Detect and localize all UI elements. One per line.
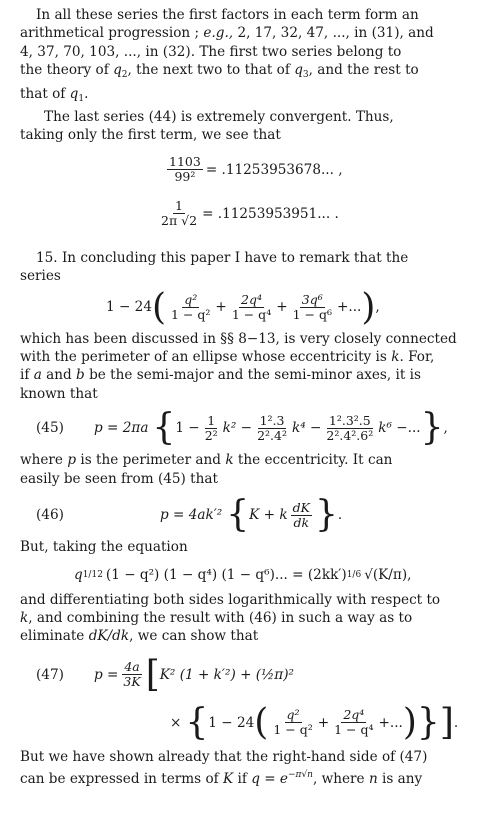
numerator: 1 <box>175 198 183 214</box>
fraction <box>169 293 212 322</box>
superscript: 1/6 <box>346 570 362 581</box>
math-text: q = e <box>251 771 288 788</box>
denominator: 2².4² <box>257 427 287 443</box>
math-var: q <box>113 62 122 79</box>
text-span: the theory of <box>20 62 109 79</box>
equation-rhs: = .11253953678... , <box>205 161 343 178</box>
fraction <box>159 199 199 228</box>
math-text: +... <box>336 299 362 316</box>
punctuation: , <box>443 420 448 437</box>
text-span: that of <box>20 85 66 102</box>
fraction <box>255 414 289 443</box>
equation-2pi-root2 <box>156 195 482 233</box>
plus-sign: + <box>215 299 227 316</box>
equation-eta <box>74 561 482 591</box>
subscript: 3 <box>302 70 309 81</box>
fraction <box>121 660 142 689</box>
math-var: k <box>225 452 234 469</box>
math-var: k <box>20 609 29 626</box>
plus-sign: + <box>276 299 288 316</box>
right-bracket: ] <box>439 701 454 743</box>
equation-46 <box>14 492 482 538</box>
denominator: 1 − q⁴ <box>334 722 374 738</box>
text-span: can be expressed in terms of <box>20 771 219 788</box>
text-span: is the perimeter and <box>80 452 221 469</box>
text-line: But, taking the equation <box>20 539 188 556</box>
math-var: n <box>368 771 378 788</box>
text-line <box>20 24 482 42</box>
fraction <box>271 708 314 737</box>
paragraph-3 <box>20 249 482 286</box>
punctuation: . <box>453 714 459 731</box>
text-line <box>20 766 482 788</box>
left-bracket: [ <box>145 653 160 695</box>
equation-1103 <box>164 151 482 189</box>
fraction <box>203 414 220 443</box>
math-var: q <box>69 85 79 102</box>
numerator: 1².3 <box>259 412 285 428</box>
paragraph-8 <box>20 748 482 789</box>
numerator: 2q⁴ <box>343 707 365 723</box>
text-line <box>20 348 482 366</box>
math-text: × <box>170 714 182 731</box>
text-line: and differentiating both sides logarithmically with respect to <box>20 591 441 608</box>
right-brace: } <box>314 494 338 536</box>
text-line <box>20 85 482 108</box>
math-var: p <box>67 452 77 469</box>
math-text: k⁴ − <box>291 420 322 437</box>
math-text: +... <box>378 714 403 731</box>
math-var: k <box>391 349 400 366</box>
math-text: K² (1 + k′²) + (½π)² <box>159 666 294 683</box>
text-line: taking only the first term, we see that <box>20 127 281 144</box>
text-span: . <box>84 85 89 102</box>
numerator: 2q⁴ <box>241 292 262 308</box>
math-text: (1 − q²) (1 − q⁴) (1 − q⁶)... = (2kk′) <box>105 567 347 584</box>
left-brace: { <box>226 494 250 536</box>
equation-47-line-2 <box>170 700 482 746</box>
fraction <box>324 414 375 443</box>
math-text: p = <box>94 666 119 683</box>
right-paren: ) <box>361 286 376 328</box>
equation-45 <box>14 405 482 451</box>
fraction <box>332 708 375 737</box>
denominator: 1 − q⁴ <box>231 307 272 323</box>
text-span: be the semi-major and the semi-minor axes, it is <box>89 367 421 384</box>
math-text: 1 − <box>175 420 200 437</box>
paragraph-7 <box>20 591 482 646</box>
math-text: K + k <box>249 506 288 523</box>
math-var: b <box>76 367 85 384</box>
text-span: arithmetical progression ; <box>20 25 200 42</box>
numerator: 1².3².5 <box>328 412 371 428</box>
math-text: 1 − 24 <box>106 299 152 316</box>
text-line: easily be seen from (45) that <box>20 470 218 487</box>
left-paren: ( <box>254 701 269 743</box>
text-span: , we can show that <box>129 628 259 645</box>
equation-series <box>106 286 482 330</box>
numerator: q² <box>184 292 198 308</box>
right-brace: } <box>416 701 440 743</box>
text-line: In all these series the first factors in each term form an <box>36 7 419 23</box>
text-line <box>20 366 482 384</box>
denominator: 1 − q⁶ <box>292 307 332 323</box>
math-var: dK/dk <box>88 628 130 645</box>
math-text: k² − <box>222 420 253 437</box>
text-span: 2, 17, 32, 47, ..., in (31), and <box>237 25 434 42</box>
text-span: if <box>20 367 30 384</box>
fraction <box>291 293 334 322</box>
subscript: 2 <box>121 70 128 81</box>
section-heading-line: 15. In concluding this paper I have to remark that the <box>36 249 409 266</box>
text-span: , where <box>312 771 365 788</box>
right-paren: ) <box>402 701 417 743</box>
equation-rhs: = .11253953951... . <box>202 205 339 222</box>
fraction <box>230 293 273 322</box>
denominator: 99² <box>174 169 196 185</box>
equation-number: (46) <box>36 506 64 523</box>
math-text: k⁶ −... <box>378 420 421 437</box>
math-text: 1 − 24 <box>208 714 255 731</box>
text-line: But we have shown already that the right-hand side of (47) <box>20 748 428 765</box>
superscript: 1/12 <box>82 570 103 581</box>
numerator: 3q⁶ <box>301 292 323 308</box>
text-line: 4, 37, 70, 103, ..., in (32). The first two series belong to <box>20 43 402 60</box>
fraction <box>291 501 312 530</box>
denominator: 2π √2 <box>161 213 198 229</box>
left-paren: ( <box>151 286 167 328</box>
text-line <box>20 609 482 627</box>
text-span: if <box>237 771 247 788</box>
numerator: dK <box>292 499 310 515</box>
text-span: e.g., <box>203 25 234 42</box>
denominator: dk <box>293 514 310 530</box>
subscript: 1 <box>78 93 85 104</box>
math-var: K <box>223 771 234 788</box>
denominator: 1 − q² <box>171 307 211 323</box>
text-span: eliminate <box>20 628 85 645</box>
superscript: −π√n <box>287 770 313 781</box>
paragraph-2 <box>20 108 482 145</box>
math-text: p = 4ak′² <box>160 506 223 523</box>
text-span: . For, <box>399 349 435 366</box>
equation-number: (47) <box>36 666 64 683</box>
numerator: 1 <box>207 412 216 428</box>
numerator: 4a <box>124 659 140 675</box>
math-var: q <box>74 567 83 584</box>
text-line: known that <box>20 385 98 402</box>
numerator: 1103 <box>169 154 201 170</box>
text-span: where <box>20 452 63 469</box>
text-line: series <box>20 268 61 285</box>
denominator: 2² <box>204 427 218 443</box>
denominator: 2².4².6² <box>326 427 374 443</box>
left-brace: { <box>185 701 209 743</box>
text-span: , and the rest to <box>308 62 419 79</box>
text-line <box>20 61 482 84</box>
text-span: , the next two to that of <box>127 62 290 79</box>
math-text: p = 2πa <box>94 420 149 437</box>
math-var: q <box>294 62 303 79</box>
paragraph-6 <box>20 538 482 556</box>
fraction <box>167 155 203 184</box>
equation-47-line-1 <box>14 652 482 698</box>
left-brace: { <box>152 407 176 449</box>
text-span: is any <box>382 771 423 788</box>
text-line <box>20 451 482 469</box>
numerator: q² <box>286 707 300 723</box>
paragraph-4 <box>20 330 482 404</box>
text-line <box>20 627 482 645</box>
text-span: , and combining the result with (46) in such a way as to <box>28 609 413 626</box>
paragraph-1 <box>20 6 482 108</box>
text-span: and <box>46 367 72 384</box>
math-var: a <box>33 367 42 384</box>
text-line: which has been discussed in §§ 8−13, is very closely connected <box>20 330 457 347</box>
punctuation: , <box>375 299 380 316</box>
paragraph-5 <box>20 451 482 488</box>
right-brace: } <box>420 407 444 449</box>
text-span: with the perimeter of an ellipse whose eccentricity is <box>20 349 387 366</box>
punctuation: . <box>337 506 343 523</box>
equation-number: (45) <box>36 420 64 437</box>
denominator: 3K <box>123 674 141 690</box>
text-line: The last series (44) is extremely convergent. Thus, <box>44 109 394 126</box>
math-text: √(K/π), <box>364 567 412 584</box>
text-span: the eccentricity. It can <box>237 452 393 469</box>
denominator: 1 − q² <box>273 722 313 738</box>
plus-sign: + <box>317 714 330 731</box>
